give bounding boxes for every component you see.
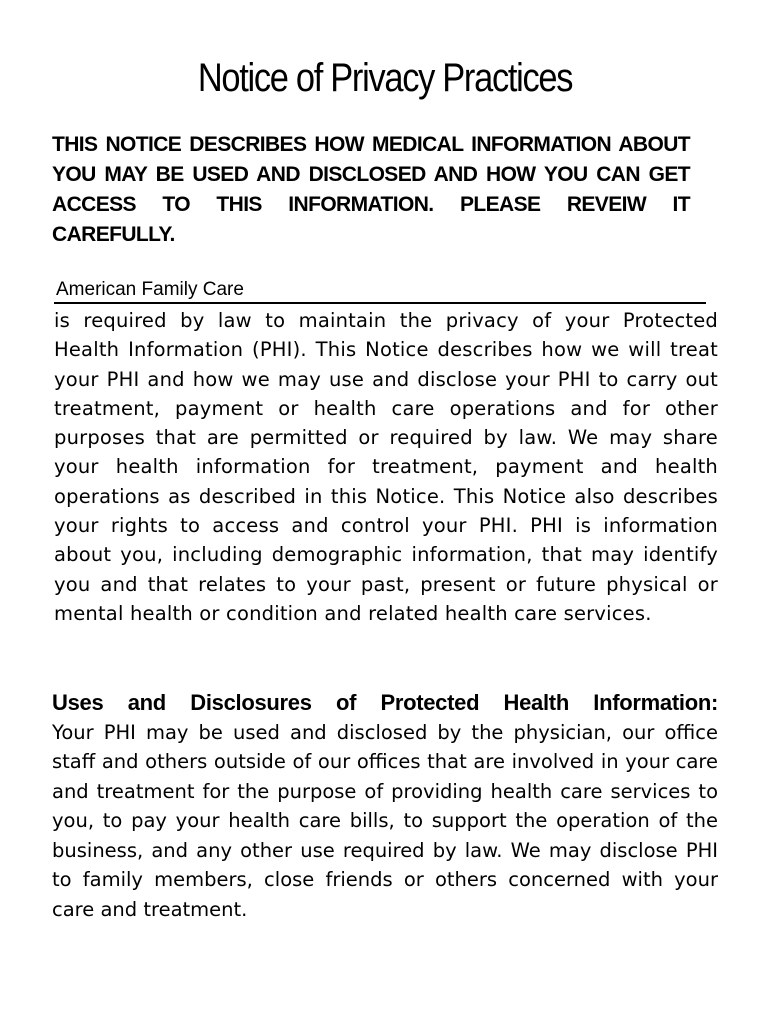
notice-caps-statement: THIS NOTICE DESCRIBES HOW MEDICAL INFORMATION ABOUT YOU MAY BE USED AND DISCLOSED AND HOW YOU CAN GET ACCESS TO THIS INFORMATION. PLEASE REVEIW IT CAREFULLY. xyxy=(52,133,690,246)
page-title: Notice of Privacy Practices xyxy=(197,56,573,100)
uses-disclosures-section xyxy=(52,688,718,924)
intro-paragraph: is required by law to maintain the privacy of your Protected Health Information (PHI). This Notice describes how we will treat your PHI and how we may use and disclose your PHI to carry out treatment, payment or health care operations and for other purposes that are permitted or required by law. We may share your health information for treatment, payment and health operations as described in this Notice. This Notice also describes your rights to access and control your PHI. PHI is information about you, including demographic information, that may identify you and that relates to your past, present or future physical or mental health or condition and related health care services. xyxy=(54,309,718,625)
uses-disclosures-heading: Uses and Disclosures of Protected Health Information: xyxy=(52,690,718,715)
provider-name-field xyxy=(54,278,706,304)
provider-name: American Family Care xyxy=(56,279,244,300)
uses-disclosures-paragraph: Your PHI may be used and disclosed by the physician, our office staff and others outside of our offices that are involved in your care and treatment for the purpose of providing health care services to you, to pay your health care bills, to support the operation of the business, and any other use required by law. We may disclose PHI to family members, close friends or others concerned with your care and treatment. xyxy=(52,720,718,921)
